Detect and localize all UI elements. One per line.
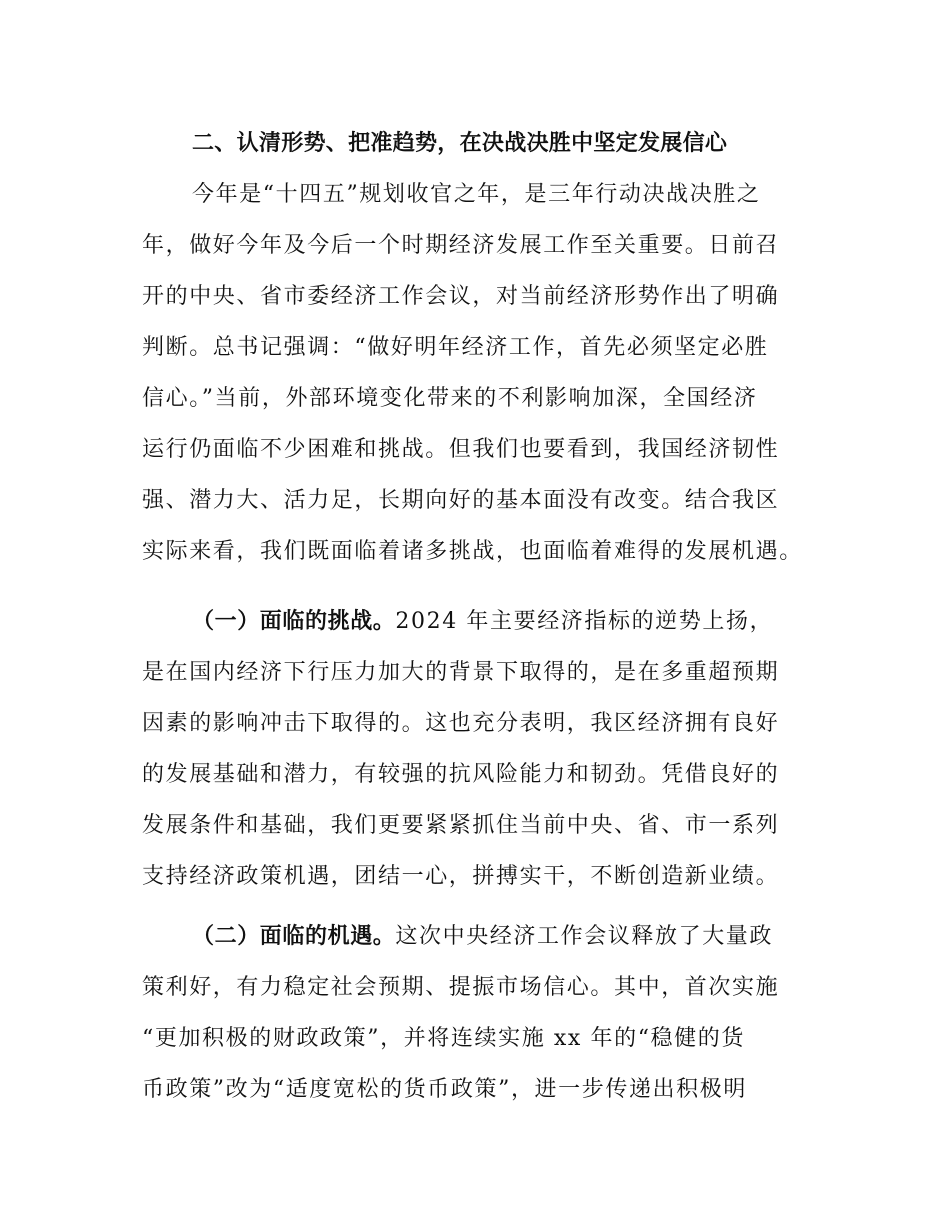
paragraph-1-line-8: 实际来看，我们既面临着诸多挑战，也面临着难得的发展机遇。: [142, 539, 803, 564]
paragraph-3-lead: （二）面临的机遇。: [192, 924, 396, 949]
paragraph-3-line-2: 策利好，有力稳定社会预期、提振市场信心。其中，首次实施: [142, 975, 780, 1000]
paragraph-3-first-text: 这次中央经济工作会议释放了大量政: [395, 924, 774, 949]
paragraph-3-line-1: [192, 920, 773, 954]
paragraph-2-first-text: 2024 年主要经济指标的逆势上扬，: [395, 609, 774, 634]
paragraph-1-line-7: 强、潜力大、活力足，长期向好的基本面没有改变。结合我区: [142, 488, 780, 513]
paragraph-2-line-5: 发展条件和基础，我们更要紧紧抓住当前中央、省、市一系列: [142, 813, 780, 838]
section-heading: 二、认清形势、把准趋势，在决战决胜中坚定发展信心: [192, 131, 728, 156]
paragraph-1-line-4: 判断。总书记强调：“做好明年经济工作，首先必须坚定必胜: [142, 335, 769, 360]
paragraph-2-line-6: 支持经济政策机遇，团结一心，拼搏实干，不断创造新业绩。: [142, 864, 780, 889]
paragraph-2-line-4: 的发展基础和潜力，有较强的抗风险能力和韧劲。凭借良好的: [142, 762, 780, 787]
paragraph-2-lead: （一）面临的挑战。: [192, 609, 396, 634]
paragraph-1-line-1: 今年是“十四五”规划收官之年，是三年行动决战决胜之: [192, 182, 761, 207]
paragraph-1-line-6: 运行仍面临不少困难和挑战。但我们也要看到，我国经济韧性: [142, 437, 780, 462]
paragraph-1-line-3: 开的中央、省市委经济工作会议，对当前经济形势作出了明确: [142, 284, 780, 309]
paragraph-1-line-2: 年，做好今年及今后一个时期经济发展工作至关重要。日前召: [142, 233, 780, 258]
paragraph-2-line-2: 是在国内经济下行压力加大的背景下取得的，是在多重超预期: [142, 660, 780, 685]
paragraph-3-line-3: “更加积极的财政政策”，并将连续实施 xx 年的“稳健的货: [142, 1026, 745, 1051]
paragraph-1-line-5: 信心。”当前，外部环境变化带来的不利影响加深，全国经济: [142, 386, 758, 411]
paragraph-3-line-4: 币政策”改为“适度宽松的货币政策”，进一步传递出积极明: [142, 1077, 747, 1102]
paragraph-2-line-3: 因素的影响冲击下取得的。这也充分表明，我区经济拥有良好: [142, 711, 780, 736]
paragraph-2-line-1: [192, 605, 773, 639]
